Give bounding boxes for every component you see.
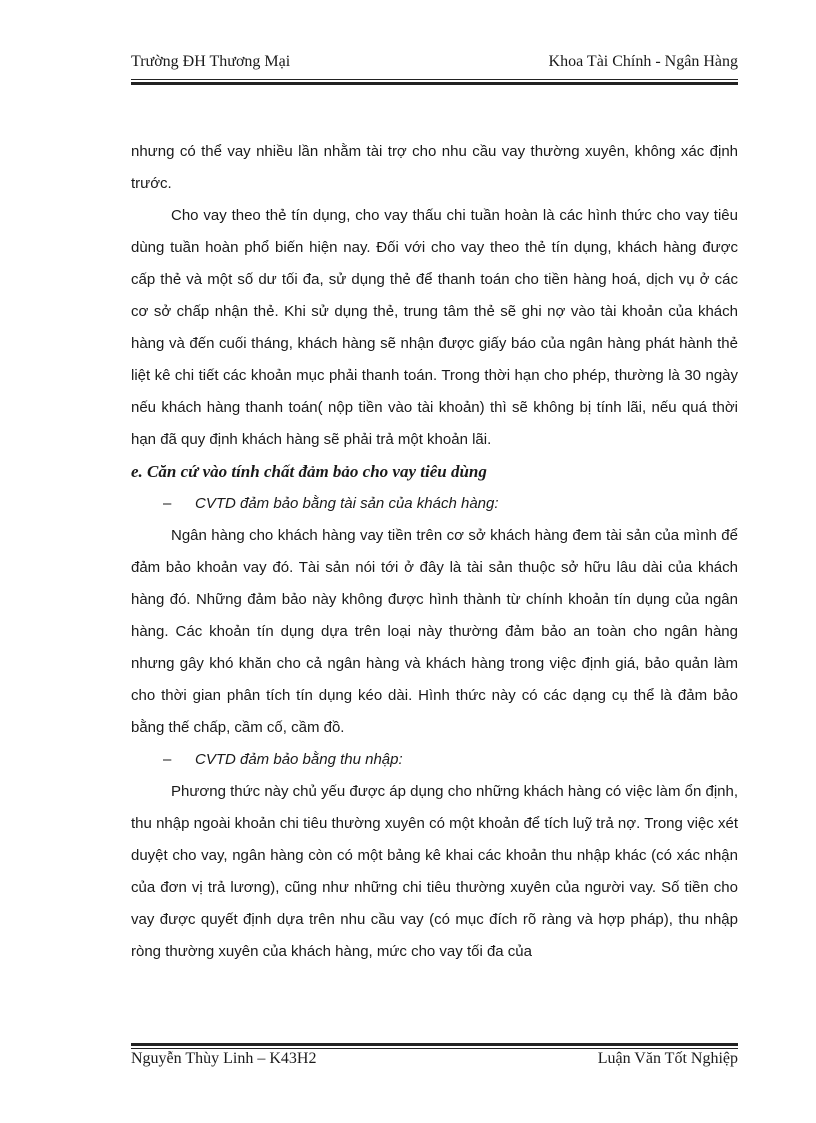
- page-body: [131, 136, 738, 968]
- list-item-title: CVTD đảm bảo bằng thu nhập:: [195, 751, 403, 768]
- header-faculty: Khoa Tài Chính - Ngân Hàng: [548, 53, 738, 70]
- page-header: [131, 50, 738, 78]
- section-heading-e: e. Căn cứ vào tính chất đảm bảo cho vay tiêu dùng: [131, 462, 487, 481]
- footer-doc-type: Luận Văn Tốt Nghiệp: [597, 1050, 738, 1067]
- list-item-title: CVTD đảm bảo bằng tài sản của khách hàng:: [195, 495, 499, 512]
- header-rule-thick: [131, 82, 738, 85]
- paragraph-income-secured: Phương thức này chủ yếu được áp dụng cho những khách hàng có việc làm ổn định, thu nhập ngoài khoản chi tiêu thường xuyên có một khoản để tích luỹ trả nợ. Trong việc xét duyệt cho vay, ngân hàng còn có một bảng kê khai các khoản thu nhập khác (có xác nhận của đơn vị trả lương), cũng như những chi tiêu thường xuyên của người vay. Số tiền cho vay được quyết định dựa trên nhu cầu vay (có mục đích rõ ràng và hợp pháp), thu nhập ròng thường xuyên của khách hàng, mức cho vay tối đa của: [131, 783, 738, 960]
- footer-rule-thick: [131, 1043, 738, 1046]
- header-school: Trường ĐH Thương Mại: [131, 53, 291, 70]
- list-item-income-secured: [131, 744, 738, 776]
- paragraph-asset-secured: Ngân hàng cho khách hàng vay tiền trên cơ sở khách hàng đem tài sản của mình để đảm bảo khoản vay đó. Tài sản nói tới ở đây là tài sản thuộc sở hữu lâu dài của khách hàng đó. Những đảm bảo này không được hình thành từ chính khoản tín dụng của ngân hàng. Các khoản tín dụng dựa trên loại này thường đảm bảo an toàn cho ngân hàng nhưng gây khó khăn cho cả ngân hàng và khách hàng trong việc định giá, bảo quản làm cho thời gian phân tích tín dụng kéo dài. Hình thức này có các dạng cụ thể là đảm bảo bằng thế chấp, cầm cố, cầm đồ.: [131, 527, 738, 736]
- dash-bullet: –: [163, 495, 172, 512]
- paragraph-credit-card: Cho vay theo thẻ tín dụng, cho vay thấu chi tuần hoàn là các hình thức cho vay tiêu dùng tuần hoàn phổ biến hiện nay. Đối với cho vay theo thẻ tín dụng, khách hàng được cấp thẻ và một số dư tối đa, sử dụng thẻ để thanh toán cho tiền hàng hoá, dịch vụ ở các cơ sở chấp nhận thẻ. Khi sử dụng thẻ, trung tâm thẻ sẽ ghi nợ vào tài khoản của khách hàng và đến cuối tháng, khách hàng sẽ nhận được giấy báo của ngân hàng phát hành thẻ liệt kê chi tiết các khoản mục phải thanh toán. Trong thời hạn cho phép, thường là 30 ngày nếu khách hàng thanh toán( nộp tiền vào tài khoản) thì sẽ không bị tính lãi, nếu quá thời hạn đã quy định khách hàng sẽ phải trả một khoản lãi.: [131, 207, 738, 448]
- list-item-asset-secured: [131, 488, 738, 520]
- dash-bullet: –: [163, 751, 172, 768]
- paragraph-continuation: nhưng có thể vay nhiều lần nhằm tài trợ cho nhu cầu vay thường xuyên, không xác định trước.: [131, 143, 738, 192]
- page-footer: [131, 1050, 738, 1076]
- footer-rule-thin: [131, 1048, 738, 1049]
- header-rule-thin: [131, 79, 738, 80]
- footer-author: Nguyễn Thùy Linh – K43H2: [131, 1050, 317, 1067]
